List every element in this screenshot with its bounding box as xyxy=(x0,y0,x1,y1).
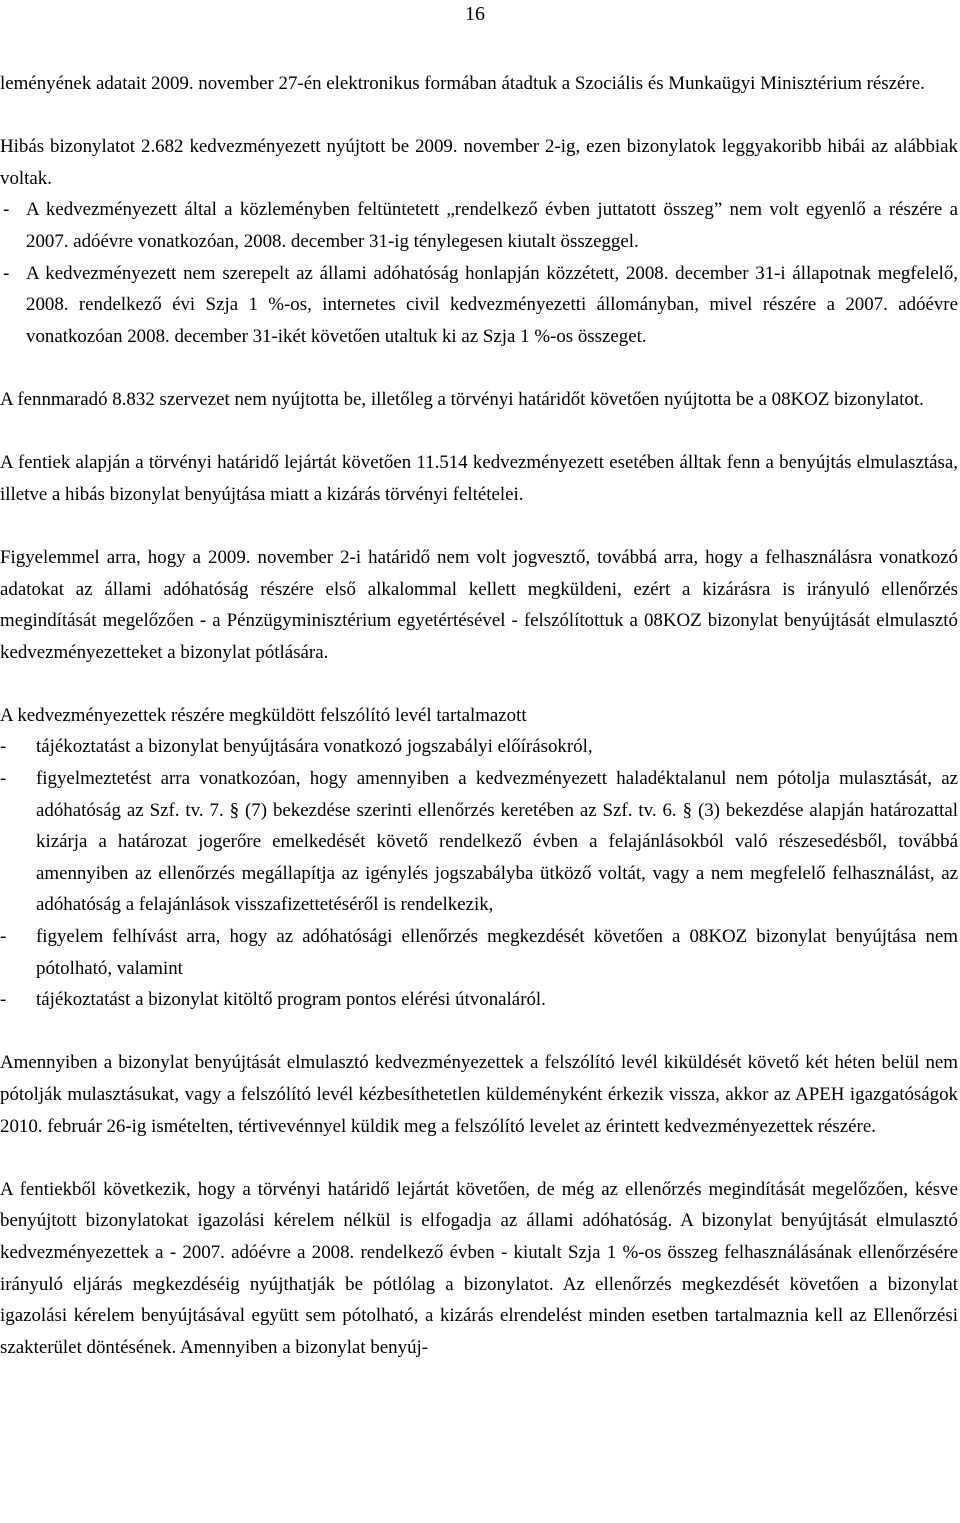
list-item: - A kedvezményezett által a közleményben feltüntetett „rendelkező évben juttatott összeg” nem volt egyenlő a részére a 2007. adóévre vonatkozóan, 2008. december 31-ig ténylegesen kiutalt összeggel. xyxy=(0,194,958,257)
list-item: - tájékoztatást a bizonylat benyújtására vonatkozó jogszabályi előírásokról, xyxy=(0,731,958,763)
list-item: - figyelem felhívást arra, hogy az adóhatósági ellenőrzés megkezdését követően a 08KOZ bizonylat benyújtása nem pótolható, valamint xyxy=(0,921,958,984)
paragraph-letter-intro: A kedvezményezettek részére megküldött felszólító levél tartalmazott xyxy=(0,704,527,726)
paragraph-conclusion: A fentiekből következik, hogy a törvényi határidő lejártát követően, de még az ellenőrzés megindítását megelőzően, késve benyújtott bizonylatokat igazolási kérelem nélkül is elfogadja az állami adóhatóság. A bizonylat benyújtását elmulasztó kedvezményezettek a - 2007. adóévre a 2008. rendelkező évben - kiutalt Szja 1 %-os összeg felhasználásának ellenőrzésére irányuló eljárás megkezdéséig nyújthatják be pótlólag a bizonylatot. Az ellenőrzés megkezdését követően a bizonylat igazolási kérelem benyújtásával együtt sem pótolható, a kizárás elrendelést minden esetben tartalmaznia kell az Ellenőrzési szakterület döntésének. Amennyiben a bizonylat benyúj- xyxy=(0,1178,958,1358)
paragraph-intro: leményének adatait 2009. november 27-én elektronikus formában átadtuk a Szociális és Munkaügyi Minisztérium részére. xyxy=(0,73,925,94)
paragraph-exclusion: A fentiek alapján a törvényi határidő lejártát követően 11.514 kedvezményezett esetében álltak fenn a benyújtás elmulasztása, illetve a hibás bizonylat benyújtása miatt a kizárás törvényi feltételei. xyxy=(0,452,958,505)
list-item: - figyelmeztetést arra vonatkozóan, hogy amennyiben a kedvezményezett haladéktalanul nem pótolja mulasztását, az adóhatóság az Szf. tv. 7. § (7) bekezdése szerinti ellenőrzés keretében az Szf. tv. 6. § (3) bekezdése alapján határozattal kizárja a határozat jogerőre emelkedését követő rendelkező évben a felajánlásokból való részesedésből, továbbá amennyiben az ellenőrzés megállapítja az igénylés jogszabályba ütköző voltát, vagy a nem megfelelő felhasználást, az adóhatóság a felajánlások visszafizettetéséről is rendelkezik, xyxy=(0,763,958,921)
letter-content-list xyxy=(0,731,958,1015)
list-item: - tájékoztatást a bizonylat kitöltő program pontos elérési útvonaláról. xyxy=(0,984,958,1016)
error-list xyxy=(0,194,958,352)
paragraph-remaining: A fennmaradó 8.832 szervezet nem nyújtotta be, illetőleg a törvényi határidőt követően nyújtotta be a 08KOZ bizonylatot. xyxy=(0,388,924,410)
page-number: 16 xyxy=(465,3,485,25)
paragraph-errors-intro: Hibás bizonylatot 2.682 kedvezményezett nyújtott be 2009. november 2-ig, ezen bizonylatok leggyakoribb hibái az alábbiak voltak. xyxy=(0,136,958,189)
paragraph-reminder: Amennyiben a bizonylat benyújtását elmulasztó kedvezményezettek a felszólító levél kiküldését követő két héten belül nem pótolják mulasztásukat, vagy a felszólító levél kézbesíthetetlen küldeményként érkezik vissza, akkor az APEH igazgatóságok 2010. február 26-ig ismételten, tértivevénnyel küldik meg a felszólító levelet az érintett kedvezményezettek részére. xyxy=(0,1052,958,1137)
paragraph-deadline: Figyelemmel arra, hogy a 2009. november 2-i határidő nem volt jogvesztő, továbbá arra, hogy a felhasználásra vonatkozó adatokat az állami adóhatóság részére első alkalommal kellett megküldeni, ezért a kizárásra is irányuló ellenőrzés megindítását megelőzően - a Pénzügyminisztérium egyetértésével - felszólítottuk a 08KOZ bizonylat benyújtását elmulasztó kedvezményezetteket a bizonylat pótlására. xyxy=(0,546,958,663)
document-body xyxy=(0,68,958,1363)
list-item: - A kedvezményezett nem szerepelt az állami adóhatóság honlapján közzétett, 2008. december 31-i állapotnak megfelelő, 2008. rendelkező évi Szja 1 %-os, internetes civil kedvezményezetti állományban, mivel részére a 2007. adóévre vonatkozóan 2008. december 31-ikét követően utaltuk ki az Szja 1 %-os összeget. xyxy=(0,258,958,353)
